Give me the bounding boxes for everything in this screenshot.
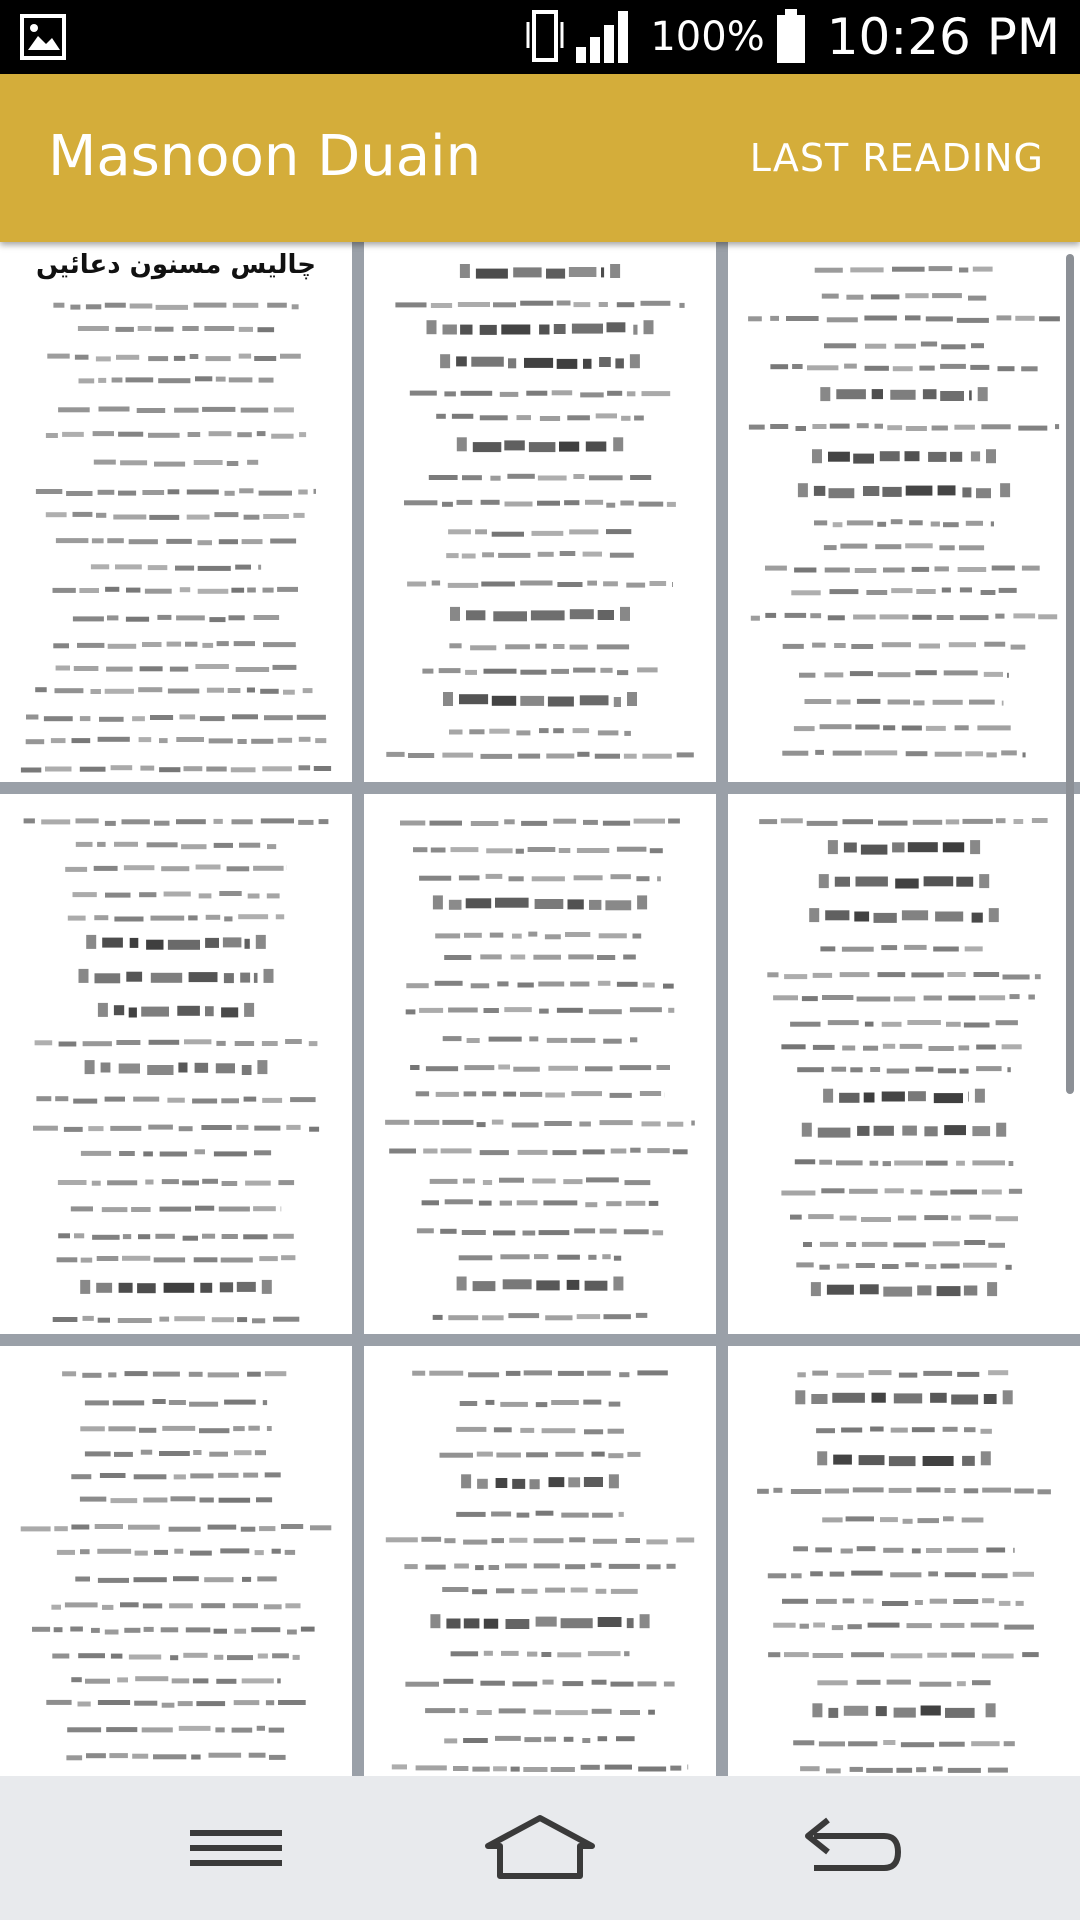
pages-grid: [0, 242, 1080, 1776]
page-thumbnail[interactable]: [728, 794, 1080, 1334]
page-text-image: [0, 242, 352, 782]
page-text-image: [364, 794, 716, 1334]
page-thumbnail[interactable]: [728, 242, 1080, 782]
page-text-image: [728, 1346, 1080, 1776]
page-text-image: [728, 242, 1080, 782]
home-icon[interactable]: [480, 1806, 600, 1890]
page-thumbnail[interactable]: [0, 1346, 352, 1776]
page-thumbnail[interactable]: [0, 242, 352, 782]
page-thumbnail[interactable]: [364, 242, 716, 782]
scrollbar[interactable]: [1066, 254, 1074, 1094]
page-text-image: [364, 242, 716, 782]
back-icon[interactable]: [784, 1806, 904, 1890]
page-thumbnail[interactable]: [0, 794, 352, 1334]
battery-icon: [775, 9, 807, 65]
page-text-image: [0, 1346, 352, 1776]
app-bar: [0, 74, 1080, 242]
app-title: Masnoon Duain: [48, 124, 482, 189]
signal-icon: [574, 9, 634, 65]
battery-percent: 100%: [650, 14, 765, 60]
gallery-icon: [20, 14, 66, 60]
last-reading-button[interactable]: LAST READING: [749, 136, 1044, 180]
page-thumbnail[interactable]: [728, 1346, 1080, 1776]
menu-icon[interactable]: [176, 1806, 296, 1890]
page-text-image: [728, 794, 1080, 1334]
page-text-image: [0, 794, 352, 1334]
phone-vibrate-icon: [524, 8, 564, 66]
page-text-image: [364, 1346, 716, 1776]
page-heading: چالیس مسنون دعائیں: [35, 250, 317, 280]
status-bar: [0, 0, 1080, 74]
page-thumbnail[interactable]: [364, 794, 716, 1334]
page-thumbnail[interactable]: [364, 1346, 716, 1776]
clock: 10:26 PM: [826, 8, 1060, 66]
navigation-bar: [0, 1776, 1080, 1920]
